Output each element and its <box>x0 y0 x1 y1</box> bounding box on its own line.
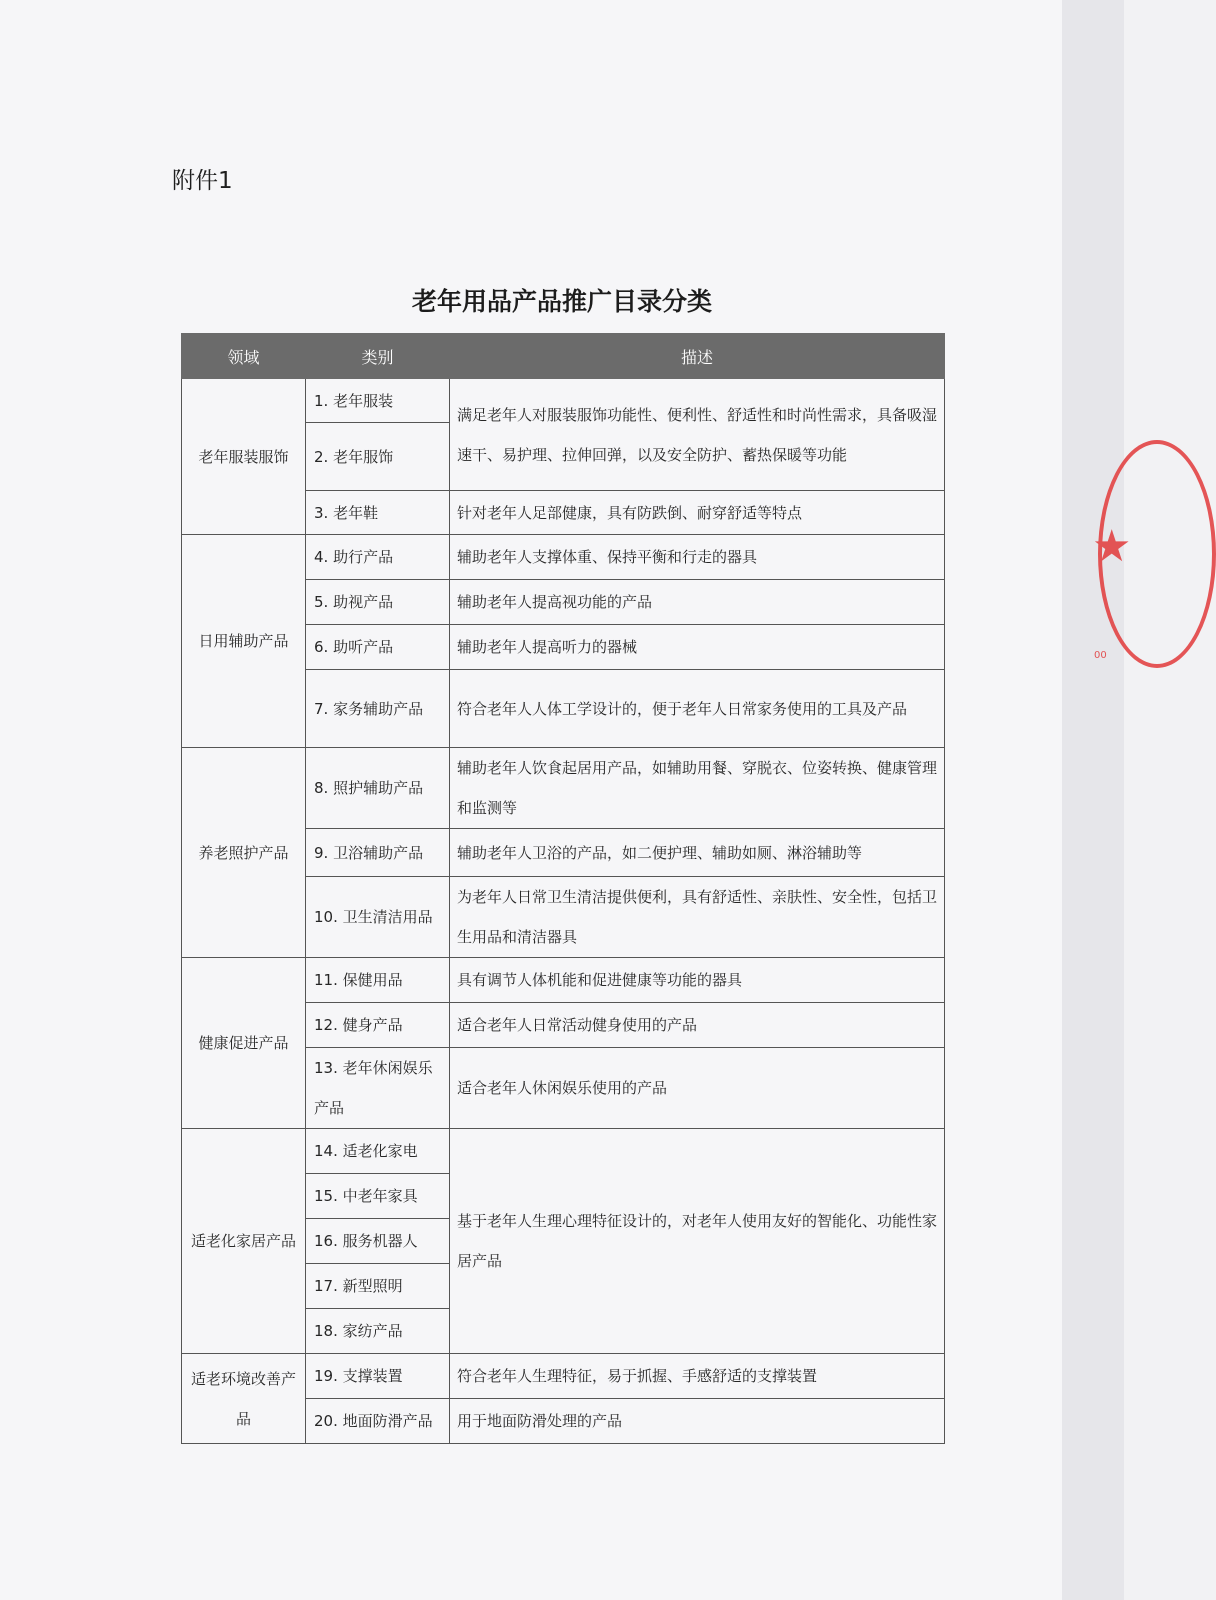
category-cell: 17. 新型照明 <box>306 1264 450 1309</box>
category-cell: 6. 助听产品 <box>306 625 450 670</box>
category-cell: 11. 保健用品 <box>306 958 450 1003</box>
category-cell: 16. 服务机器人 <box>306 1219 450 1264</box>
header-description: 描述 <box>450 334 945 379</box>
description-cell: 为老年人日常卫生清洁提供便利，具有舒适性、亲肤性、安全性，包括卫生用品和清洁器具 <box>450 877 945 958</box>
table-row <box>182 958 945 1003</box>
table-header-row <box>182 334 945 379</box>
category-cell: 12. 健身产品 <box>306 1003 450 1048</box>
document-title: 老年用品产品推广目录分类 <box>411 287 712 316</box>
domain-cell: 老年服装服饰 <box>182 379 306 535</box>
official-seal-fragment <box>1092 430 1158 700</box>
attachment-label: 附件1 <box>172 168 233 194</box>
description-cell: 满足老年人对服装服饰功能性、便利性、舒适性和时尚性需求，具备吸湿速干、易护理、拉伸回弹，以及安全防护、蓄热保暖等功能 <box>450 379 945 491</box>
header-category: 类别 <box>306 334 450 379</box>
catalog-table <box>181 333 945 1444</box>
category-cell: 19. 支撑装置 <box>306 1354 450 1399</box>
description-cell: 辅助老年人提高视功能的产品 <box>450 580 945 625</box>
category-cell: 1. 老年服装 <box>306 379 450 423</box>
description-cell: 针对老年人足部健康，具有防跌倒、耐穿舒适等特点 <box>450 491 945 535</box>
table-row <box>182 379 945 423</box>
description-cell: 辅助老年人卫浴的产品，如二便护理、辅助如厕、淋浴辅助等 <box>450 829 945 877</box>
seal-code: 00 <box>1094 650 1107 661</box>
category-cell: 2. 老年服饰 <box>306 423 450 491</box>
domain-cell: 日用辅助产品 <box>182 535 306 748</box>
category-cell: 5. 助视产品 <box>306 580 450 625</box>
description-cell: 辅助老年人饮食起居用产品，如辅助用餐、穿脱衣、位姿转换、健康管理和监测等 <box>450 748 945 829</box>
category-cell: 10. 卫生清洁用品 <box>306 877 450 958</box>
domain-cell: 适老化家居产品 <box>182 1129 306 1354</box>
table-row <box>182 535 945 580</box>
domain-cell: 养老照护产品 <box>182 748 306 958</box>
category-cell: 20. 地面防滑产品 <box>306 1399 450 1444</box>
description-cell: 具有调节人体机能和促进健康等功能的器具 <box>450 958 945 1003</box>
category-cell: 13. 老年休闲娱乐产品 <box>306 1048 450 1129</box>
description-cell: 基于老年人生理心理特征设计的，对老年人使用友好的智能化、功能性家居产品 <box>450 1129 945 1354</box>
category-cell: 18. 家纺产品 <box>306 1309 450 1354</box>
domain-cell: 适老环境改善产品 <box>182 1354 306 1444</box>
category-cell: 15. 中老年家具 <box>306 1174 450 1219</box>
description-cell: 符合老年人生理特征，易于抓握、手感舒适的支撑装置 <box>450 1354 945 1399</box>
description-cell: 符合老年人人体工学设计的，便于老年人日常家务使用的工具及产品 <box>450 670 945 748</box>
category-cell: 14. 适老化家电 <box>306 1129 450 1174</box>
category-cell: 4. 助行产品 <box>306 535 450 580</box>
category-cell: 3. 老年鞋 <box>306 491 450 535</box>
domain-cell: 健康促进产品 <box>182 958 306 1129</box>
table-row <box>182 1129 945 1174</box>
category-cell: 7. 家务辅助产品 <box>306 670 450 748</box>
description-cell: 用于地面防滑处理的产品 <box>450 1399 945 1444</box>
category-cell: 9. 卫浴辅助产品 <box>306 829 450 877</box>
seal-star-icon: ★ <box>1092 521 1132 572</box>
table-row <box>182 1354 945 1399</box>
description-cell: 辅助老年人支撑体重、保持平衡和行走的器具 <box>450 535 945 580</box>
description-cell: 适合老年人日常活动健身使用的产品 <box>450 1003 945 1048</box>
header-domain: 领域 <box>182 334 306 379</box>
description-cell: 辅助老年人提高听力的器械 <box>450 625 945 670</box>
adjacent-page-edge <box>1062 0 1124 1600</box>
description-cell: 适合老年人休闲娱乐使用的产品 <box>450 1048 945 1129</box>
table-row <box>182 748 945 829</box>
category-cell: 8. 照护辅助产品 <box>306 748 450 829</box>
